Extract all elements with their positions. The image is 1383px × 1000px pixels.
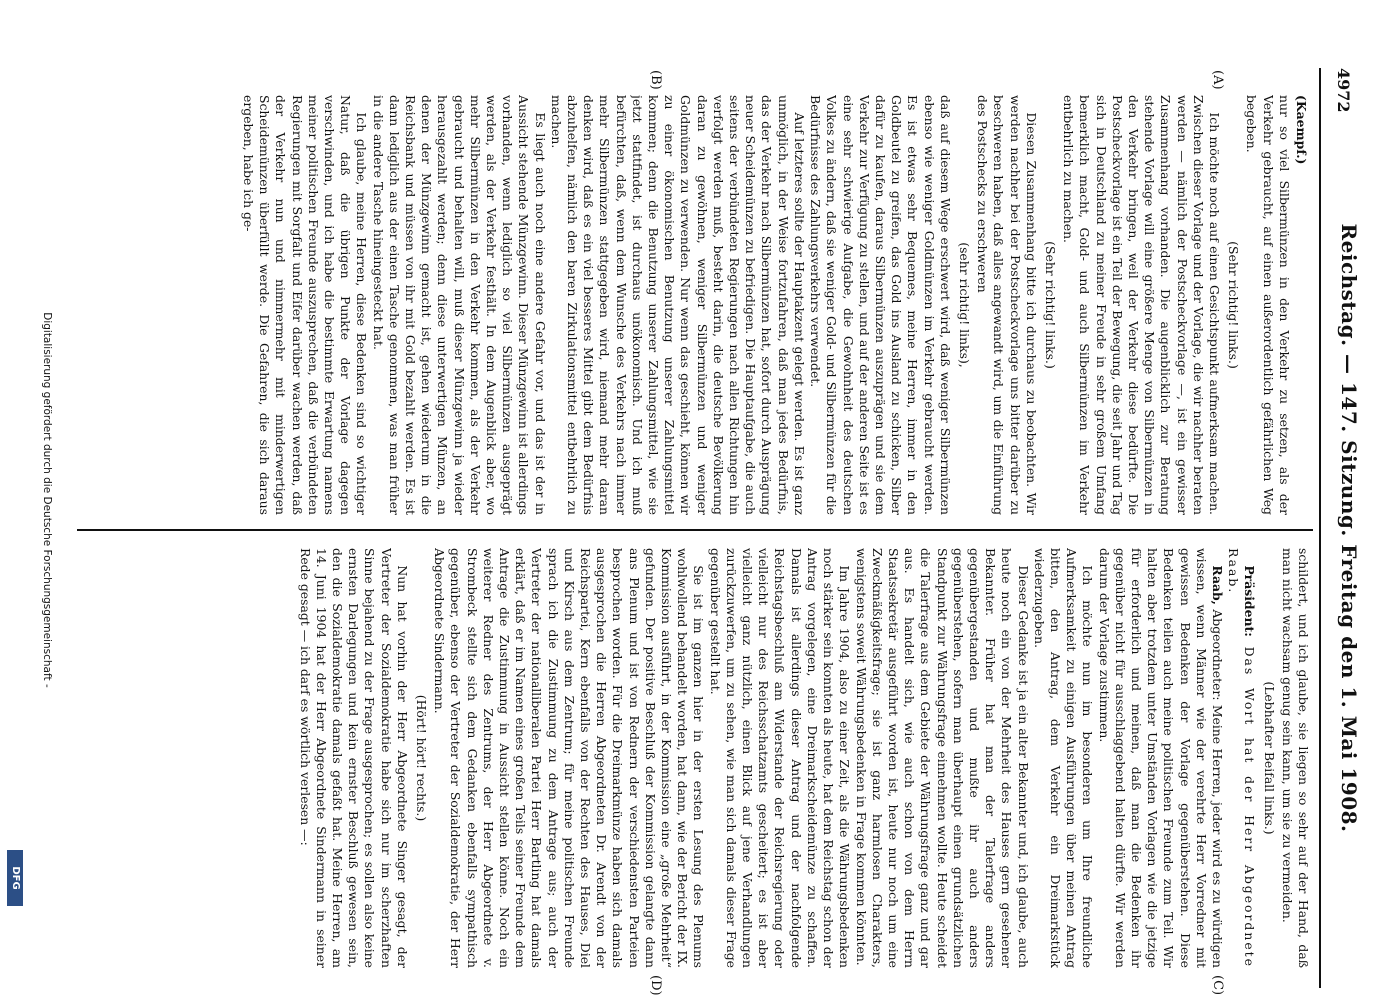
margin-marker-b: (B)	[648, 70, 663, 90]
speaker-text: Abgeordneter: Meine Herren, jeder wird es zu würdigen wissen, wenn Männer wie der verehrte Herr Vorredner mit gewissen Bedenken der Vorlage gegenüberstehen. Diese Bedenken teilen auch meine politischen Freunde zum Teil. Wir halten aber trotzdem unter Umständen Vorlagen wie die jetzige für erforderlich und meinen, daß man die Bedenken ihr gegenüber nicht für ausschlaggebend halten dürfte. Wir werden darum der Vorlage zustimmen.	[1096, 548, 1225, 968]
paragraph: Dieser Gedanke ist ja ein alter Bekannter und, ich glaube, auch heute noch ein von der Mehrheit des Hauses gern gesehener Bekannter. Früher hat man der Talerfrage anders gegenübergestanden und mußte ihr auch anders gegenüberstehen, sofern man überhaupt einen grundsätzlichen Standpunkt zur Währungsfrage einnehmen wollte. Heute scheidet die Talerfrage aus dem Gebiete der Währungsfrage ganz und gar aus. Es handelt sich, wie auch schon von dem Herrn Staatssekretär ausgeführt worden ist, heute nur noch um eine Zweckmäßigkeitsfrage; sie ist ganz harmlosen Charakters, wenigstens soweit Währungsbedenken in Frage kommen könnten.	[853, 548, 1031, 968]
reaction: (Hört! hört! rechts.)	[414, 694, 430, 822]
margin-marker-a: (A)	[1210, 70, 1225, 90]
paragraph: Auf letzteres sollte der Hauptakzent gelegt werden. Es ist ganz unmöglich, in der Weise fortzufahren, daß man jedes Bedürfnis, das der Verkehr nach Silbermünzen hat, sofort durch Ausprägung neuer Scheidemünzen zu befriedigen. Die Hauptaufgabe, die auch seitens der verbündeten Regierungen nach allen Richtungen hin verfolgt werden muß, besteht darin, die deutsche Bevölkerung daran zu gewöhnen, weniger Silbermünzen und weniger Goldmünzen zu verwenden. Nur wenn das geschieht, können wir zu einer ökonomischen Benutzung unserer Zahlungsmittel kommen; denn die Benutzung unserer Zahlungsmittel, wie sie jetzt stattfindet, ist durchaus unökonomisch. Und ich muß befürchten, daß, wenn dem Wunsche des Verkehrs nach immer mehr Silbermünzen stattgegeben wird, niemand mehr daran denken wird, daß es ein viel besseres Mittel gibt dem Bedürfnis abzuhelfen, nämlich den baren Zirkulationsmittel entbehrlich zu machen.	[548, 95, 807, 515]
paragraph: Nun hat vorhin der Herr Abgeordnete Singer gesagt, der Vertreter der Sozialdemokratie habe sich nur im scherzhaften Sinne bejahend zu der Frage ausgesprochen; es sollen also keine ernsten Darlegungen und kein ernster Beschluß gewesen sein, den die Sozialdemokratie damals gefaßt hat. Meine Herren, am 14. Juni 1904 hat der Herr Abgeordnete Sindermann in seiner Rede gesagt — ich darf es wörtlich verlesen —:	[297, 548, 410, 968]
right-column	[79, 548, 1311, 968]
page-number: 4972	[1334, 68, 1353, 113]
header-title: Reichstag. — 147. Sitzung. Freitag den 1. Mai 1908.	[1337, 223, 1361, 833]
header-rule	[1319, 68, 1321, 988]
paragraph: Es liegt auch noch eine andere Gefahr vor, und das ist der in Aussicht stehende Münzgewinn. Dieser Münzgewinn ist allerdings vorhanden, wenn lediglich so viel Silbermünzen ausgeprägt werden, als der Verkehr festhält. In dem Augenblick aber, wo mehr Silbermünzen in den Verkehr kommen, als der Verkehr gebraucht und behalten will, muß dieser Münzgewinn ja wieder herausgezahlt werden; denn diese unterwertigen Münzen, an denen der Münzgewinn gemacht ist, gehen wiederum in die Reichsbank und müssen von ihr mit Gold bezahlt werden. Es ist dann lediglich aus der einen Tasche genommen, was man früher in die andere Tasche hineingesteckt hat.	[370, 95, 548, 515]
paragraph: daß auf diesem Wege erschwert wird, daß weniger Silbermünzen ebenso wie weniger Goldmünzen im Verkehr gebraucht werden. Es ist etwas sehr Bequemes, meine Herren, immer in den Goldbeutel zu greifen, das Gold ins Ausland zu schicken, Silber dafür zu kaufen, daraus Silbermünzen auszuprägen und sie dem Verkehr zur Verfügung zu stellen, und auf der anderen Seite ist es eine sehr schwierige Aufgabe, die Gewohnheit des deutschen Volkes zu ändern, daß sie weniger Gold- und Silbermünzen für die Bedürfnisse des Zahlungsverkehrs verwendet.	[808, 95, 953, 515]
reaction: (Sehr richtig! links.)	[1042, 241, 1058, 369]
paragraph: Sie ist im ganzen hier in der ersten Lesung des Plenums wohlwollend behandelt worden, hat dann, wie der Bericht der IX. Kommission ausführt, in der Kommission eine „große Mehrheit“ gefunden. Der positive Beschluß der Kommission gelangte dann ans Plenum und ist von Rednern der verschiedensten Parteien besprochen worden. Für die Dreimarkmünze haben sich damals ausgesprochen die Herren Abgeordneten Dr. Arendt von der Reichspartei, Kern ebenfalls von der Rechten des Hauses, Diel und Kirsch aus dem Zentrum; für meine politischen Freunde sprach ich die Zustimmung zu dem Antrage aus; auch der Vertreter der nationalliberalen Partei Herr Bartling hat damals erklärt, daß er im Namen eines großen Teils seiner Freunde dem Antrage die Zustimmung in Aussicht stellen könne. Noch ein weiterer Redner des Zentrums, der Herr Abgeordnete v. Strombeck stellte sich dem Gedanken ebenfalls sympathisch gegenüber, ebenso der Vertreter der Sozialdemokratie, der Herr Abgeordnete Sindermann.	[432, 548, 707, 968]
paragraph-raab	[1095, 548, 1225, 968]
speaker-text: Das Wort hat der Herr Abgeordnete Raab.	[1226, 548, 1258, 968]
speaker-label-president: Präsident:	[1242, 565, 1258, 637]
reaction: (sehr richtig! links),	[956, 242, 972, 368]
speaker-continued: (Kaempf.)	[1294, 95, 1309, 165]
column-divider	[77, 529, 1313, 531]
paragraph: Ich glaube, meine Herren, diese Bedenken sind so wichtiger Natur, daß die übrigen Punkte der Vorlage dagegen verschwinden, und ich habe die bestimmte Erwartung namens meiner politischen Freunde auszusprechen, daß die verbündeten Regierungen mit Sorgfalt und Eifer darüber wachen werden, daß der Verkehr nun und nimmermehr mit minderwertigen Scheidemünzen überfüllt werde. Die Gefahren, die sich daraus ergeben, habe ich ge-	[241, 95, 370, 515]
speaker-label-raab: Raab,	[1209, 565, 1225, 605]
paragraph: Im Jahre 1904, also zu einer Zeit, als die Währungsbedenken noch stärker sein konnten als heute, hat dem Reichstag schon der Antrag vorgelegen, eine Dreimarkscheidemünze zu schaffen. Damals ist allerdings dieser Antrag und der nachfolgende Reichstagsbeschluß am Widerstande der Reichsregierung oder vielleicht nur des Reichsschatzamts gescheitert; es ist aber vielleicht ganz nützlich, einen Blick auf jene Verhandlungen zurückzuwerfen, um zu sehen, wie man sich damals dieser Frage gegenüber gestellt hat.	[707, 548, 853, 968]
paragraph: schildert, und ich glaube, sie liegen so sehr auf der Hand, daß man nicht wachsam genug sein kann, um sie zu vermeiden.	[1279, 548, 1311, 968]
paragraph: Ich möchte nun im besonderen um Ihre freundliche Aufmerksamkeit zu einigen Ausführungen über meinen Antrag bitten, den Antrag, dem Verkehr ein Dreimarkstück wiederzugeben.	[1031, 548, 1096, 968]
dfg-logo: DFG	[7, 850, 23, 906]
paragraph: nur so viel Silbermünzen in den Verkehr zu setzen, als der Verkehr gebraucht, auf einen außerordentlich gefährlichen Weg begeben.	[1244, 95, 1292, 515]
reaction: (Sehr richtig! links.)	[1226, 241, 1242, 369]
page-header	[1319, 68, 1371, 988]
margin-marker-d: (D)	[648, 975, 663, 996]
paragraph: Diesen Zusammenhang bitte ich durchaus zu beobachten. Wir werden nachher bei der Postscheckvorlage uns bitter darüber zu beschweren haben, daß alles angewandt wird, um die Einführung des Postschecks zu erschweren	[975, 95, 1039, 515]
digitization-credit: Digitalisierung gefördert durch die Deutsche Forschungsgemeinschaft -	[41, 312, 53, 688]
paragraph-president	[1225, 548, 1257, 968]
paragraph: Ich möchte noch auf einen Gesichtspunkt aufmerksam machen. Zwischen dieser Vorlage und der Vorlage, die wir nachher beraten werden — nämlich der Postscheckvorlage —, ist ein gewisser Zusammenhang vorhanden. Die augenblicklich zur Beratung stehende Vorlage will eine größere Menge von Silbermünzen in den Verkehr bringen, weil der Verkehr diese bedürfte. Die Postscheckvorlage ist ein Teil der Bewegung, die seit Jahr und Tag sich in Deutschland zu meiner Freude in sehr großem Umfang bemerklich macht, Gold- und auch Silbermünzen im Verkehr entbehrlich zu machen.	[1061, 95, 1222, 515]
left-column	[79, 95, 1311, 515]
reaction: (Lebhafter Beifall links.)	[1261, 681, 1277, 835]
margin-marker-c: (C)	[1210, 975, 1225, 996]
